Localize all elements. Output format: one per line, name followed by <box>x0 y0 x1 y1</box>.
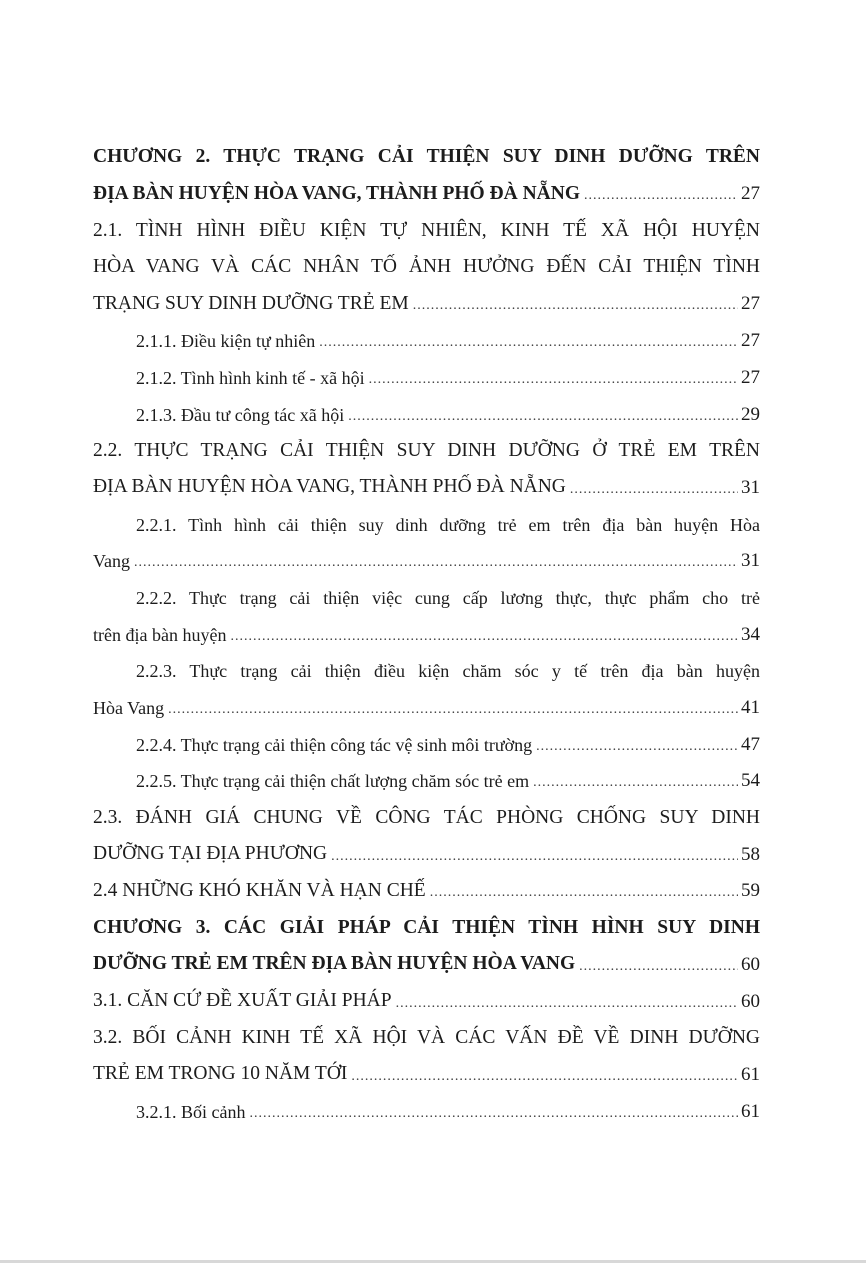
toc-page-number: 34 <box>741 623 760 645</box>
toc-section-2-2-title-part-1: 2.2. THỰC TRẠNG CẢI THIỆN SUY DINH DƯỠNG Ở TRẺ EM TRÊN <box>93 439 760 461</box>
dot-leader <box>331 850 738 864</box>
toc-page-number: 58 <box>741 843 760 865</box>
toc-page-number: 60 <box>741 953 760 975</box>
toc-entry-2-1-2[interactable] <box>93 354 760 391</box>
dot-leader <box>319 336 738 350</box>
toc-entry-title: 2.1.1. Điều kiện tự nhiên <box>136 331 316 352</box>
toc-chapter-3-line-1 <box>93 904 760 941</box>
dot-leader <box>579 960 738 974</box>
toc-section-3-2-line-2[interactable] <box>93 1051 760 1088</box>
toc-section-3-2-line-1 <box>93 1015 760 1052</box>
toc-page-number: 31 <box>741 550 760 572</box>
toc-section-2-3-title-part-2: DƯỠNG TẠI ĐỊA PHƯƠNG <box>93 843 328 865</box>
toc-section-2-3-line-2[interactable] <box>93 831 760 868</box>
toc-page-number: 27 <box>741 366 760 388</box>
toc-entry-2-2-1-line-2[interactable] <box>93 538 760 575</box>
dot-leader <box>536 740 738 754</box>
toc-page-number: 27 <box>741 330 760 352</box>
toc-entry-2-2-3-line-1 <box>93 648 760 685</box>
toc-entry-2-2-4[interactable] <box>93 721 760 758</box>
toc-entry-title-part-2: Vang <box>93 551 130 572</box>
dot-leader <box>351 1070 738 1084</box>
toc-page-number: 47 <box>741 733 760 755</box>
toc-chapter-2-title-part-1: CHƯƠNG 2. THỰC TRẠNG CẢI THIỆN SUY DINH DƯỠNG TRÊN <box>93 146 760 168</box>
toc-page-number: 41 <box>741 697 760 718</box>
toc-section-2-2-line-2[interactable] <box>93 464 760 501</box>
toc-entry-2-2-2-line-2[interactable] <box>93 611 760 648</box>
toc-section-2-1-line-3[interactable] <box>93 281 760 318</box>
toc-section-2-3-line-1 <box>93 794 760 831</box>
toc-entry-title: 2.1.3. Đầu tư công tác xã hội <box>136 404 345 425</box>
table-of-contents <box>93 134 760 1125</box>
dot-leader <box>413 299 738 313</box>
toc-entry-2-2-5[interactable] <box>93 758 760 795</box>
toc-section-2-1-title-part-3: TRẠNG SUY DINH DƯỠNG TRẺ EM <box>93 292 409 314</box>
toc-entry-title-part-2: Hòa Vang <box>93 698 165 718</box>
toc-entry-title: 2.2.4. Thực trạng cải thiện công tác vệ sinh môi trường <box>136 734 533 755</box>
toc-chapter-3-line-2[interactable] <box>93 941 760 978</box>
toc-page-number: 31 <box>741 476 760 498</box>
dot-leader <box>396 997 738 1011</box>
toc-section-3-2-title-part-1: 3.2. BỐI CẢNH KINH TẾ XÃ HỘI VÀ CÁC VẤN ĐỀ VỀ DINH DƯỠNG <box>93 1026 760 1048</box>
toc-chapter-2-line-2[interactable] <box>93 171 760 208</box>
toc-page-number: 29 <box>741 403 760 425</box>
dot-leader <box>430 886 738 900</box>
dot-leader <box>168 703 738 717</box>
dot-leader <box>134 556 738 570</box>
toc-entry-2-1-1[interactable] <box>93 317 760 354</box>
toc-section-title: 2.4 NHỮNG KHÓ KHĂN VÀ HẠN CHẾ <box>93 879 426 901</box>
toc-section-2-4[interactable] <box>93 868 760 905</box>
toc-entry-2-2-1-line-1 <box>93 501 760 538</box>
toc-entry-title: 3.2.1. Bối cảnh <box>136 1101 246 1122</box>
toc-entry-2-2-3-line-2[interactable] <box>93 684 760 721</box>
toc-section-2-1-line-1 <box>93 207 760 244</box>
toc-entry-title-part-1: 2.2.2. Thực trạng cải thiện việc cung cấp lương thực, thực phẩm cho trẻ <box>136 587 760 608</box>
toc-chapter-2-title-part-2: ĐỊA BÀN HUYỆN HÒA VANG, THÀNH PHỐ ĐÀ NẴNG <box>93 182 581 204</box>
dot-leader <box>230 630 738 644</box>
dot-leader <box>369 373 738 387</box>
toc-entry-title-part-1: 2.2.3. Thực trạng cải thiện điều kiện chăm sóc y tế trên địa bàn huyện <box>136 661 760 682</box>
toc-section-3-2-title-part-2: TRẺ EM TRONG 10 NĂM TỚI <box>93 1063 348 1085</box>
dot-leader <box>570 483 738 497</box>
toc-entry-2-2-2-line-1 <box>93 574 760 611</box>
toc-page-number: 54 <box>741 770 760 792</box>
toc-page-number: 27 <box>741 293 760 315</box>
toc-section-2-1-title-part-1: 2.1. TÌNH HÌNH ĐIỀU KIỆN TỰ NHIÊN, KINH TẾ XÃ HỘI HUYỆN <box>93 219 760 241</box>
toc-page-number: 59 <box>741 880 760 902</box>
toc-page-number: 61 <box>741 1063 760 1085</box>
dot-leader <box>584 189 738 203</box>
toc-page-number: 60 <box>741 990 760 1012</box>
toc-page-number: 27 <box>741 183 760 205</box>
toc-section-2-2-line-1 <box>93 428 760 465</box>
toc-chapter-3-title-part-1: CHƯƠNG 3. CÁC GIẢI PHÁP CẢI THIỆN TÌNH HÌNH SUY DINH <box>93 916 760 938</box>
dot-leader <box>250 1107 739 1121</box>
toc-page-number: 61 <box>741 1100 760 1122</box>
toc-chapter-3-title-part-2: DƯỠNG TRẺ EM TRÊN ĐỊA BÀN HUYỆN HÒA VANG <box>93 953 576 975</box>
toc-entry-title: 2.1.2. Tình hình kinh tế - xã hội <box>136 367 365 388</box>
dot-leader <box>533 776 738 790</box>
toc-entry-3-2-1[interactable] <box>93 1088 760 1125</box>
toc-section-2-2-title-part-2: ĐỊA BÀN HUYỆN HÒA VANG, THÀNH PHỐ ĐÀ NẴNG <box>93 476 566 498</box>
toc-entry-title-part-2: trên địa bàn huyện <box>93 624 227 645</box>
dot-leader <box>348 410 738 424</box>
toc-entry-2-1-3[interactable] <box>93 391 760 428</box>
toc-section-2-1-title-part-2: HÒA VANG VÀ CÁC NHÂN TỐ ẢNH HƯỞNG ĐẾN CẢI THIỆN TÌNH <box>93 256 760 278</box>
toc-section-title: 3.1. CĂN CỨ ĐỀ XUẤT GIẢI PHÁP <box>93 990 392 1011</box>
toc-entry-title: 2.2.5. Thực trạng cải thiện chất lượng chăm sóc trẻ em <box>136 771 530 792</box>
toc-section-3-1[interactable] <box>93 978 760 1015</box>
toc-entry-title-part-1: 2.2.1. Tình hình cải thiện suy dinh dưỡng trẻ em trên địa bàn huyện Hòa <box>136 514 760 535</box>
toc-section-2-3-title-part-1: 2.3. ĐÁNH GIÁ CHUNG VỀ CÔNG TÁC PHÒNG CHỐNG SUY DINH <box>93 806 760 828</box>
toc-chapter-2-line-1 <box>93 134 760 171</box>
toc-section-2-1-line-2 <box>93 244 760 281</box>
